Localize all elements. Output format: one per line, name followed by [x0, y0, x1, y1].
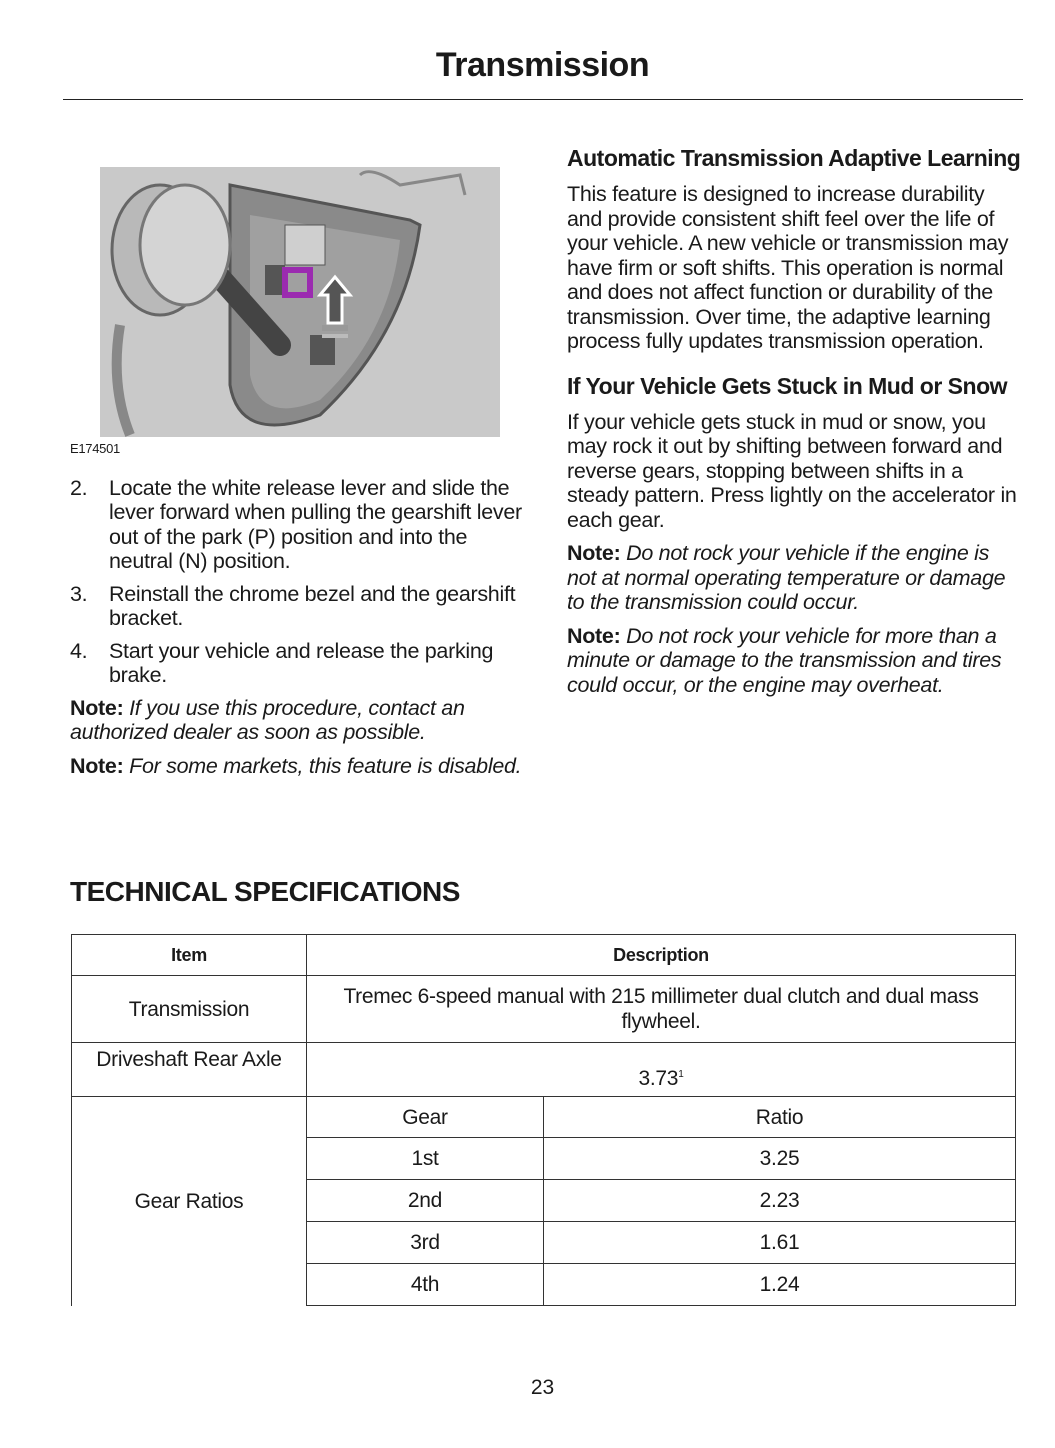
table-row: Gear Ratios Gear Ratio — [72, 1097, 1016, 1138]
table-row: 4th 1.24 — [72, 1264, 1016, 1306]
page-number: 23 — [530, 1376, 555, 1399]
steps-list — [70, 476, 525, 688]
table-row: 1st 3.25 — [72, 1138, 1016, 1180]
list-item: 4. Start your vehicle and release the parking brake. — [70, 638, 494, 687]
left-column — [70, 145, 525, 787]
gearshift-illustration — [70, 145, 516, 445]
page-title: Transmission — [435, 46, 650, 84]
list-item: 2. Locate the white release lever and slide the lever forward when pulling the gearshift lever out of the park (P) position and into the neutral (N) position. — [70, 475, 522, 573]
list-item: 3. Reinstall the chrome bezel and the gearshift bracket. — [70, 581, 516, 630]
section-heading: If Your Vehicle Gets Stuck in Mud or Snow — [567, 372, 1008, 399]
header-item: Item — [72, 935, 307, 976]
table-row: Driveshaft Rear Axle 3.73$^1$ — [72, 1043, 1016, 1097]
specs-heading: TECHNICAL SPECIFICATIONS — [70, 876, 460, 907]
section-heading: Automatic Transmission Adaptive Learning — [567, 145, 1021, 171]
section-body: This feature is designed to increase durability and provide consistent shift feel over the life of your vehicle. A new vehicle or transmission may have firm or soft shifts. This operation is normal and does not affect function or durability of the transmission. Over time, the adaptive learning process fully updates transmission operation. — [567, 182, 1009, 353]
header-description: Description — [307, 935, 1016, 976]
table-row: 3rd 1.61 — [72, 1222, 1016, 1264]
note: Note: Do not rock your vehicle if the engine is not at normal operating temperature or damage to the transmission could occur. — [567, 541, 1006, 614]
header-divider — [63, 99, 1023, 100]
figure-caption: E174501 — [70, 441, 120, 456]
note: Note: If you use this procedure, contact an authorized dealer as soon as possible. — [70, 695, 465, 744]
specs-table — [71, 934, 1016, 1306]
table-row: Transmission Tremec 6-speed manual with 215 millimeter dual clutch and dual mass flywheel. — [72, 976, 1016, 1043]
right-column — [567, 146, 1022, 706]
section-body: If your vehicle gets stuck in mud or snow, you may rock it out by shifting between forward and reverse gears, stopping between shifts in a steady pattern. Press lightly on the accelerator in each gear. — [567, 409, 1017, 532]
table-row: 2nd 2.23 — [72, 1180, 1016, 1222]
note: Note: Do not rock your vehicle for more than a minute or damage to the transmission and tires could occur, or the engine may overheat. — [567, 623, 1002, 697]
note: Note: For some markets, this feature is disabled. — [70, 753, 522, 778]
table-header-row — [72, 935, 1016, 976]
